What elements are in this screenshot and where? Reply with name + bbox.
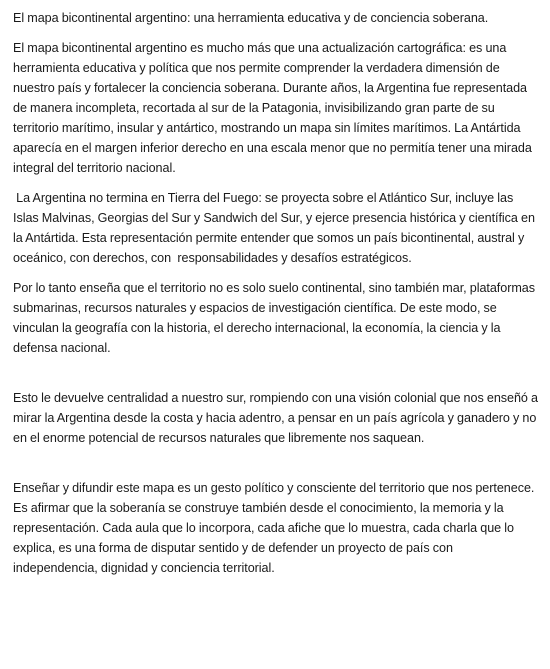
paragraph-conclusion: Enseñar y difundir este mapa es un gesto político y consciente del territorio que nos pertenece. Es afirmar que la soberanía se construye también desde el conocimiento, la memoria y la representación. Cada aula que lo incorpora, cada afiche que lo muestra, cada charla que lo explica, es una forma de disputar sentido y de defender un proyecto de país con independencia, dignidad y conciencia territorial. bbox=[13, 481, 535, 575]
paragraph-centrality: Esto le devuelve centralidad a nuestro sur, rompiendo con una visión colonial que nos enseñó a mirar la Argentina desde la costa y hacia adentro, a pensar en un país agrícola y ganadero y no en el enorme potencial de recursos naturales que libremente nos saquean. bbox=[13, 391, 538, 445]
paragraph-intro: El mapa bicontinental argentino es mucho más que una actualización cartográfica: es una herramienta educativa y política que nos permite comprender la verdadera dimensión de nuestro país y fortalecer la conciencia soberana. Durante años, la Argentina fue representada de manera incompleta, recortada al sur de la Patagonia, invisibilizando gran parte de su territorio marítimo, insular y antártico, mostrando un mapa sin límites marítimos. La Antártida aparecía en el margen inferior derecho en una escala menor que no permitía tener una mirada integral del territorio nacional. bbox=[13, 41, 532, 175]
paragraph-territory: La Argentina no termina en Tierra del Fuego: se proyecta sobre el Atlántico Sur, incluye las Islas Malvinas, Georgias del Sur y Sandwich del Sur, y ejerce presencia histórica y científica en la Antártida. Esta representación permite entender que somos un país bicontinental, austral y oceánico, con derechos, con responsabilidades y desafíos estratégicos. bbox=[13, 191, 539, 265]
paragraph-teaching: Por lo tanto enseña que el territorio no es solo suelo continental, sino también mar, plataformas submarinas, recursos naturales y espacios de investigación científica. De este modo, se vinculan la geografía con la historia, el derecho internacional, la economía, la ciencia y la defensa nacional. bbox=[13, 281, 535, 355]
document-title-paragraph: El mapa bicontinental argentino: una herramienta educativa y de conciencia soberana. bbox=[13, 11, 489, 25]
